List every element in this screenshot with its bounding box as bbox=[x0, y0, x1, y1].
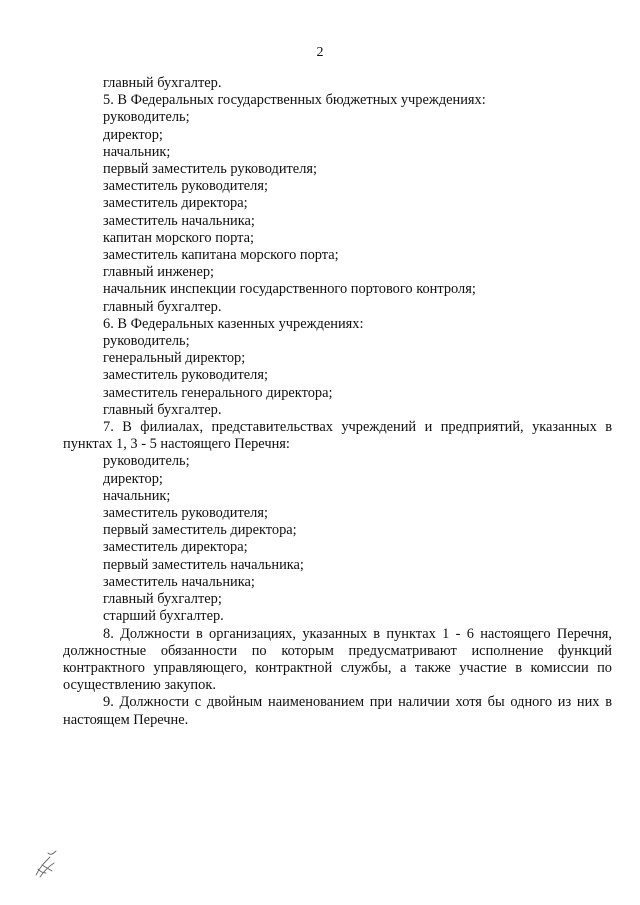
list-item: первый заместитель начальника; bbox=[103, 556, 304, 573]
list-item: капитан морского порта; bbox=[103, 229, 254, 246]
list-item: начальник; bbox=[103, 143, 171, 160]
section-heading-7: 7. В филиалах, представительствах учреждений и предприятий, указанных в пунктах 1, 3 - 5 настоящего Перечня: bbox=[63, 419, 612, 453]
list-item: главный бухгалтер. bbox=[103, 75, 222, 91]
list-item: руководитель; bbox=[103, 109, 190, 126]
paragraph-8: 8. Должности в организациях, указанных в пунктах 1 - 6 настоящего Перечня, должностные обязанности по которым предусматривают исполнение функций контрактного управляющего, контрактной службы, а также участие в комиссии по осуществлению закупок. bbox=[63, 625, 612, 694]
list-item: директор; bbox=[103, 126, 163, 143]
list-item: главный бухгалтер; bbox=[103, 591, 222, 608]
list-item: заместитель начальника; bbox=[103, 212, 255, 229]
section-heading-5: 5. В Федеральных государственных бюджетных учреждениях: bbox=[103, 92, 486, 109]
list-item: старший бухгалтер. bbox=[103, 608, 224, 625]
list-item: заместитель руководителя; bbox=[103, 505, 268, 522]
list-item: руководитель; bbox=[103, 453, 190, 470]
list-item: руководитель; bbox=[103, 333, 190, 350]
list-item: заместитель руководителя; bbox=[103, 367, 268, 384]
list-item: заместитель генерального директора; bbox=[103, 384, 333, 401]
list-item: заместитель начальника; bbox=[103, 573, 255, 590]
list-item: первый заместитель директора; bbox=[103, 522, 297, 539]
list-item: заместитель руководителя; bbox=[103, 178, 268, 195]
list-item: начальник; bbox=[103, 487, 171, 504]
page-number: 2 bbox=[316, 45, 324, 60]
list-item: первый заместитель руководителя; bbox=[103, 161, 317, 178]
list-item: главный бухгалтер. bbox=[103, 298, 222, 315]
document-body bbox=[63, 75, 612, 729]
list-item: заместитель директора; bbox=[103, 539, 248, 556]
handwritten-mark-icon bbox=[30, 845, 64, 883]
list-item: генеральный директор; bbox=[103, 350, 246, 367]
section-heading-6: 6. В Федеральных казенных учреждениях: bbox=[103, 315, 364, 332]
list-item: начальник инспекции государственного портового контроля; bbox=[103, 281, 476, 298]
list-item: заместитель капитана морского порта; bbox=[103, 247, 339, 264]
list-item: главный инженер; bbox=[103, 264, 215, 281]
paragraph-9: 9. Должности с двойным наименованием при наличии хотя бы одного из них в настоящем Перечне. bbox=[63, 694, 612, 728]
list-item: главный бухгалтер. bbox=[103, 401, 222, 418]
list-item: директор; bbox=[103, 470, 163, 487]
list-item: заместитель директора; bbox=[103, 195, 248, 212]
